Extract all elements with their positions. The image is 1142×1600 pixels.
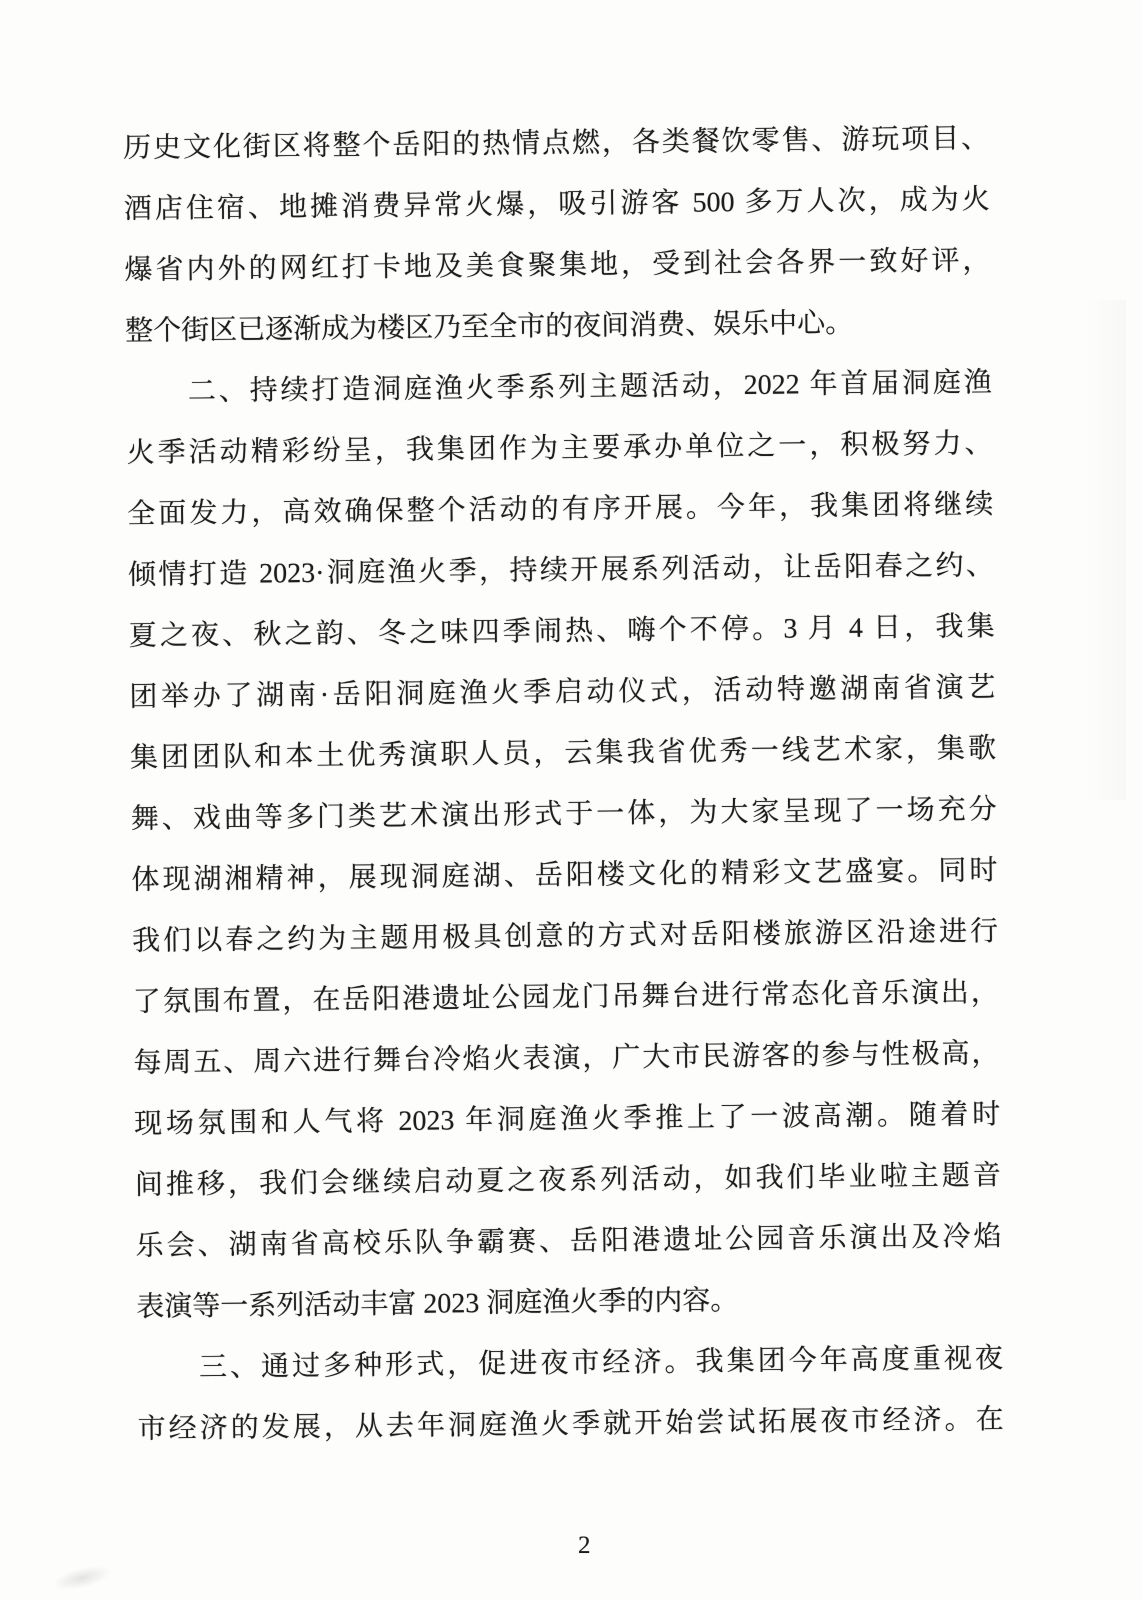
text-line: 夏之夜、秋之韵、冬之味四季闹热、嗨个不停。3 月 4 日，我集 — [128, 611, 995, 653]
text-line: 酒店住宿、地摊消费异常火爆，吸引游客 500 多万人次，成为火 — [123, 184, 990, 226]
text-line: 三、通过多种形式，促进夜市经济。我集团今年高度重视夜 — [198, 1343, 1004, 1384]
text-line: 每周五、周六进行舞台冷焰火表演，广大市民游客的参与性极高， — [133, 1038, 1000, 1079]
text-line: 全面发力，高效确保整个活动的有序开展。今年，我集团将继续 — [127, 489, 994, 531]
text-line: 火季活动精彩纷呈，我集团作为主要承办单位之一，积极努力、 — [126, 428, 993, 470]
text-line: 间推移，我们会继续启动夏之夜系列活动，如我们毕业啦主题音 — [134, 1160, 1002, 1201]
scan-edge-shadow — [1086, 300, 1126, 800]
text-line: 舞、戏曲等多门类艺术演出形式于一体，为大家呈现了一场充分 — [130, 794, 997, 836]
page-number: 2 — [578, 1532, 591, 1559]
text-line: 我们以春之约为主题用极具创意的方式对岳阳楼旅游区沿途进行 — [131, 916, 999, 957]
text-line: 二、持续打造洞庭渔火季系列主题活动，2022 年首届洞庭渔 — [187, 367, 993, 408]
scan-smudge — [50, 1561, 113, 1595]
text-line: 爆省内外的网红打卡地及美食聚集地，受到社会各界一致好评， — [124, 245, 991, 287]
text-line: 整个街区已逐渐成为楼区乃至全市的夜间消费、娱乐中心。 — [125, 307, 854, 348]
text-line: 倾情打造 2023·洞庭渔火季，持续开展系列活动，让岳阳春之约、 — [127, 550, 995, 592]
text-line: 历史文化街区将整个岳阳的热情点燃，各类餐饮零售、游玩项目、 — [122, 123, 990, 165]
text-line: 了氛围布置，在岳阳港遗址公园龙门吊舞台进行常态化音乐演出， — [132, 977, 999, 1018]
text-line: 表演等一系列活动丰富 2023 洞庭渔火季的内容。 — [136, 1285, 739, 1323]
text-line: 现场氛围和人气将 2023 年洞庭渔火季推上了一波高潮。随着时 — [134, 1099, 1001, 1140]
text-line: 市经济的发展，从去年洞庭渔火季就开始尝试拓展夜市经济。在 — [137, 1404, 1004, 1445]
text-block — [123, 108, 1004, 1460]
text-line: 体现湖湘精神，展现洞庭湖、岳阳楼文化的精彩文艺盛宴。同时 — [131, 855, 998, 897]
text-line: 集团团队和本土优秀演职人员，云集我省优秀一线艺术家，集歌 — [129, 733, 997, 775]
text-line: 乐会、湖南省高校乐队争霸赛、岳阳港遗址公园音乐演出及冷焰 — [135, 1221, 1002, 1262]
text-line: 团举办了湖南·岳阳洞庭渔火季启动仪式，活动特邀湖南省演艺 — [129, 672, 996, 714]
